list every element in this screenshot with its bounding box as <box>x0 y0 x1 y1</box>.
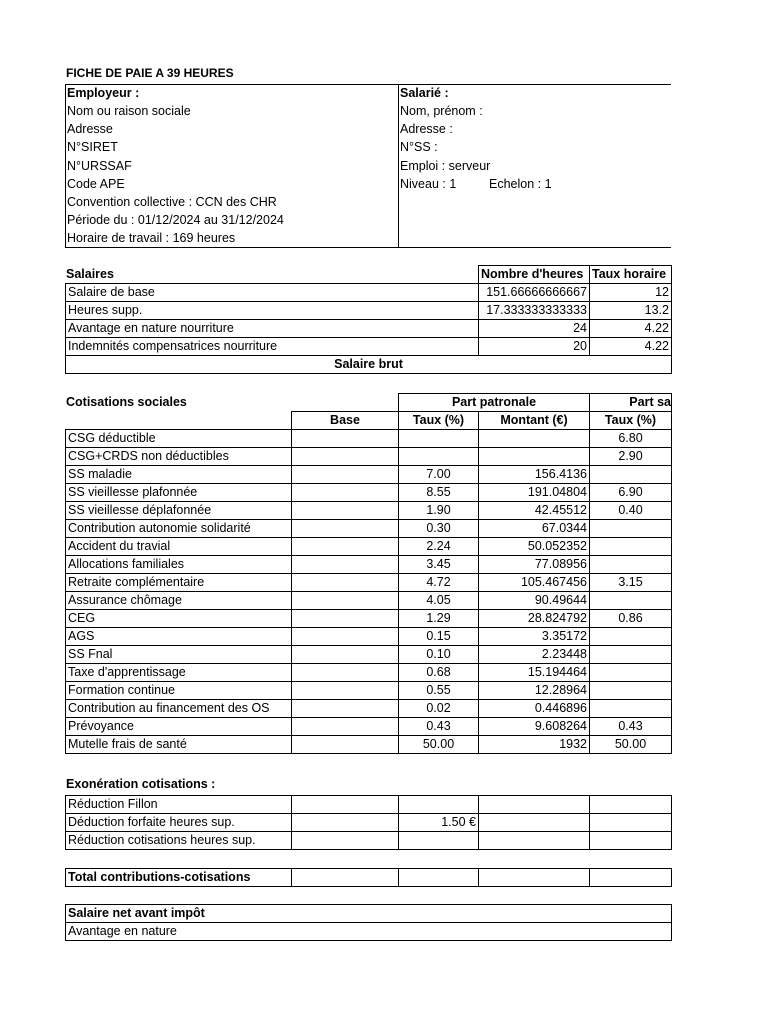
row-label: SS Fnal <box>66 646 292 664</box>
row-taux: 0.55 <box>399 682 479 700</box>
part-patronale-header: Part patronale <box>399 394 590 412</box>
net-table <box>65 904 672 941</box>
row-hours: 151.66666666667 <box>479 284 590 302</box>
row-taux: 7.00 <box>399 466 479 484</box>
row-label: AGS <box>66 628 292 646</box>
row-montant: 9.608264 <box>479 718 590 736</box>
table-row <box>66 736 672 754</box>
row-base <box>292 682 399 700</box>
row-taux2: 6.90 <box>590 484 672 502</box>
row-base <box>292 556 399 574</box>
row-label: Contribution au financement des OS <box>66 700 292 718</box>
salaires-header: Salaires <box>66 267 114 281</box>
row-label: Contribution autonomie solidarité <box>66 520 292 538</box>
total-label: Total contributions-cotisations <box>66 869 292 887</box>
row-label: Déduction forfaite heures sup. <box>66 814 292 832</box>
salaire-brut-label: Salaire brut <box>66 356 672 374</box>
row-label: CEG <box>66 610 292 628</box>
row-label: Réduction cotisations heures sup. <box>66 832 292 850</box>
row-taux: 1.90 <box>399 502 479 520</box>
row-base <box>292 628 399 646</box>
table-row <box>66 556 672 574</box>
cotisations-table <box>65 393 672 754</box>
row-montant: 1932 <box>479 736 590 754</box>
col-hours-header: Nombre d'heures <box>479 266 590 284</box>
row-taux2 <box>590 592 672 610</box>
header-middle-border <box>398 84 399 247</box>
table-row <box>66 502 672 520</box>
row-base <box>292 664 399 682</box>
employee-line: N°SS : <box>400 140 438 154</box>
row-montant <box>479 448 590 466</box>
row-taux2 <box>590 628 672 646</box>
row-taux2: 6.80 <box>590 430 672 448</box>
row-label: Mutelle frais de santé <box>66 736 292 754</box>
col-base-header: Base <box>292 412 399 430</box>
row-base <box>292 448 399 466</box>
row-label: Prévoyance <box>66 718 292 736</box>
row-taux: 3.45 <box>399 556 479 574</box>
row-taux2: 3.15 <box>590 574 672 592</box>
employee-niveau: Niveau : 1 <box>400 177 457 191</box>
table-row <box>66 338 672 356</box>
row-label: Assurance chômage <box>66 592 292 610</box>
row-montant: 3.35172 <box>479 628 590 646</box>
row-montant: 156.4136 <box>479 466 590 484</box>
row-base <box>292 520 399 538</box>
employee-header: Salarié : <box>400 86 449 100</box>
row-label: SS vieillesse déplafonnée <box>66 502 292 520</box>
col-rate-header: Taux horaire <box>590 266 672 284</box>
employer-line: N°URSSAF <box>67 159 132 173</box>
row-label: Accident du travial <box>66 538 292 556</box>
table-row <box>66 284 672 302</box>
header-bottom-border <box>65 247 671 248</box>
table-row <box>66 448 672 466</box>
part-salariale-header: Part sa <box>590 394 672 412</box>
table-row <box>66 466 672 484</box>
row-hours: 20 <box>479 338 590 356</box>
table-row <box>66 796 672 814</box>
employer-line: Nom ou raison sociale <box>67 104 191 118</box>
row-taux2: 0.86 <box>590 610 672 628</box>
row-taux2 <box>590 538 672 556</box>
row-montant: 90.49644 <box>479 592 590 610</box>
row-base <box>292 484 399 502</box>
employee-line: Adresse : <box>400 122 453 136</box>
row-label: Réduction Fillon <box>66 796 292 814</box>
row-base <box>292 610 399 628</box>
employer-line: N°SIRET <box>67 140 118 154</box>
salaires-table <box>65 265 672 374</box>
row-taux: 0.30 <box>399 520 479 538</box>
table-row <box>66 646 672 664</box>
table-row <box>66 664 672 682</box>
table-row <box>66 700 672 718</box>
row-hours: 24 <box>479 320 590 338</box>
row-taux2: 2.90 <box>590 448 672 466</box>
table-row <box>66 320 672 338</box>
row-taux: 0.43 <box>399 718 479 736</box>
row-taux: 4.72 <box>399 574 479 592</box>
row-label: CSG+CRDS non déductibles <box>66 448 292 466</box>
row-label: CSG déductible <box>66 430 292 448</box>
row-base <box>292 574 399 592</box>
employer-line: Convention collective : CCN des CHR <box>67 195 277 209</box>
row-label: SS maladie <box>66 466 292 484</box>
row-label: Allocations familiales <box>66 556 292 574</box>
row-base <box>292 466 399 484</box>
row-label: Retraite complémentaire <box>66 574 292 592</box>
row-base <box>292 718 399 736</box>
exoneration-table <box>65 795 672 850</box>
row-label: Taxe d'apprentissage <box>66 664 292 682</box>
employer-line: Période du : 01/12/2024 au 31/12/2024 <box>67 213 284 227</box>
row-montant: 50.052352 <box>479 538 590 556</box>
employee-line: Emploi : serveur <box>400 159 491 173</box>
employer-line: Adresse <box>67 122 113 136</box>
row-taux: 0.10 <box>399 646 479 664</box>
table-row <box>66 610 672 628</box>
row-taux: 50.00 <box>399 736 479 754</box>
row-base <box>292 736 399 754</box>
table-row <box>66 592 672 610</box>
employer-header: Employeur : <box>67 86 140 100</box>
row-montant: 42.45512 <box>479 502 590 520</box>
row-taux: 8.55 <box>399 484 479 502</box>
row-taux2: 0.40 <box>590 502 672 520</box>
total-table <box>65 868 672 887</box>
row-base <box>292 430 399 448</box>
row-label: Formation continue <box>66 682 292 700</box>
row-taux2 <box>590 520 672 538</box>
row-label: Avantage en nature nourriture <box>66 320 479 338</box>
row-taux2 <box>590 682 672 700</box>
row-taux2 <box>590 664 672 682</box>
row-taux2 <box>590 556 672 574</box>
row-montant: 15.194464 <box>479 664 590 682</box>
row-taux2 <box>590 466 672 484</box>
row-base <box>292 592 399 610</box>
row-hours: 17.333333333333 <box>479 302 590 320</box>
table-row <box>66 538 672 556</box>
row-taux2 <box>590 700 672 718</box>
row-taux: 4.05 <box>399 592 479 610</box>
avantage-label: Avantage en nature <box>66 923 672 941</box>
row-label: Salaire de base <box>66 284 479 302</box>
row-montant: 191.04804 <box>479 484 590 502</box>
table-row <box>66 574 672 592</box>
row-montant: 77.08956 <box>479 556 590 574</box>
cotisations-header: Cotisations sociales <box>66 395 187 409</box>
row-rate: 12 <box>590 284 672 302</box>
table-row <box>66 628 672 646</box>
col-taux-header: Taux (%) <box>399 412 479 430</box>
row-taux2: 0.43 <box>590 718 672 736</box>
row-taux <box>399 448 479 466</box>
row-rate: 4.22 <box>590 320 672 338</box>
row-rate: 4.22 <box>590 338 672 356</box>
table-row <box>66 520 672 538</box>
col-taux2-header: Taux (%) <box>590 412 672 430</box>
row-base <box>292 502 399 520</box>
row-montant: 28.824792 <box>479 610 590 628</box>
row-label: Indemnités compensatrices nourriture <box>66 338 479 356</box>
row-base <box>292 646 399 664</box>
row-montant: 12.28964 <box>479 682 590 700</box>
row-rate: 13.2 <box>590 302 672 320</box>
row-montant: 2.23448 <box>479 646 590 664</box>
row-taux: 1.29 <box>399 610 479 628</box>
row-taux: 1.50 € <box>399 814 479 832</box>
row-montant: 105.467456 <box>479 574 590 592</box>
page-title: FICHE DE PAIE A 39 HEURES <box>66 66 234 80</box>
row-taux2 <box>590 646 672 664</box>
row-label: Heures supp. <box>66 302 479 320</box>
row-montant <box>479 430 590 448</box>
row-label: SS vieillesse plafonnée <box>66 484 292 502</box>
employee-line: Nom, prénom : <box>400 104 483 118</box>
row-montant: 67.0344 <box>479 520 590 538</box>
row-taux: 0.15 <box>399 628 479 646</box>
table-row <box>66 430 672 448</box>
employer-line: Horaire de travail : 169 heures <box>67 231 236 245</box>
col-montant-header: Montant (€) <box>479 412 590 430</box>
header-top-border <box>65 84 671 85</box>
row-base <box>292 700 399 718</box>
exoneration-header: Exonération cotisations : <box>66 777 216 791</box>
row-montant: 0.446896 <box>479 700 590 718</box>
table-row <box>66 718 672 736</box>
row-taux <box>399 430 479 448</box>
row-taux <box>399 796 479 814</box>
table-row <box>66 682 672 700</box>
employer-line: Code APE <box>67 177 125 191</box>
row-taux: 2.24 <box>399 538 479 556</box>
employee-echelon: Echelon : 1 <box>489 177 552 191</box>
row-taux: 0.02 <box>399 700 479 718</box>
table-row <box>66 302 672 320</box>
row-taux: 0.68 <box>399 664 479 682</box>
header-left-border <box>65 84 66 247</box>
row-taux2: 50.00 <box>590 736 672 754</box>
net-label: Salaire net avant impôt <box>66 905 672 923</box>
row-taux <box>399 832 479 850</box>
table-row <box>66 814 672 832</box>
table-row <box>66 484 672 502</box>
table-row <box>66 832 672 850</box>
row-base <box>292 538 399 556</box>
